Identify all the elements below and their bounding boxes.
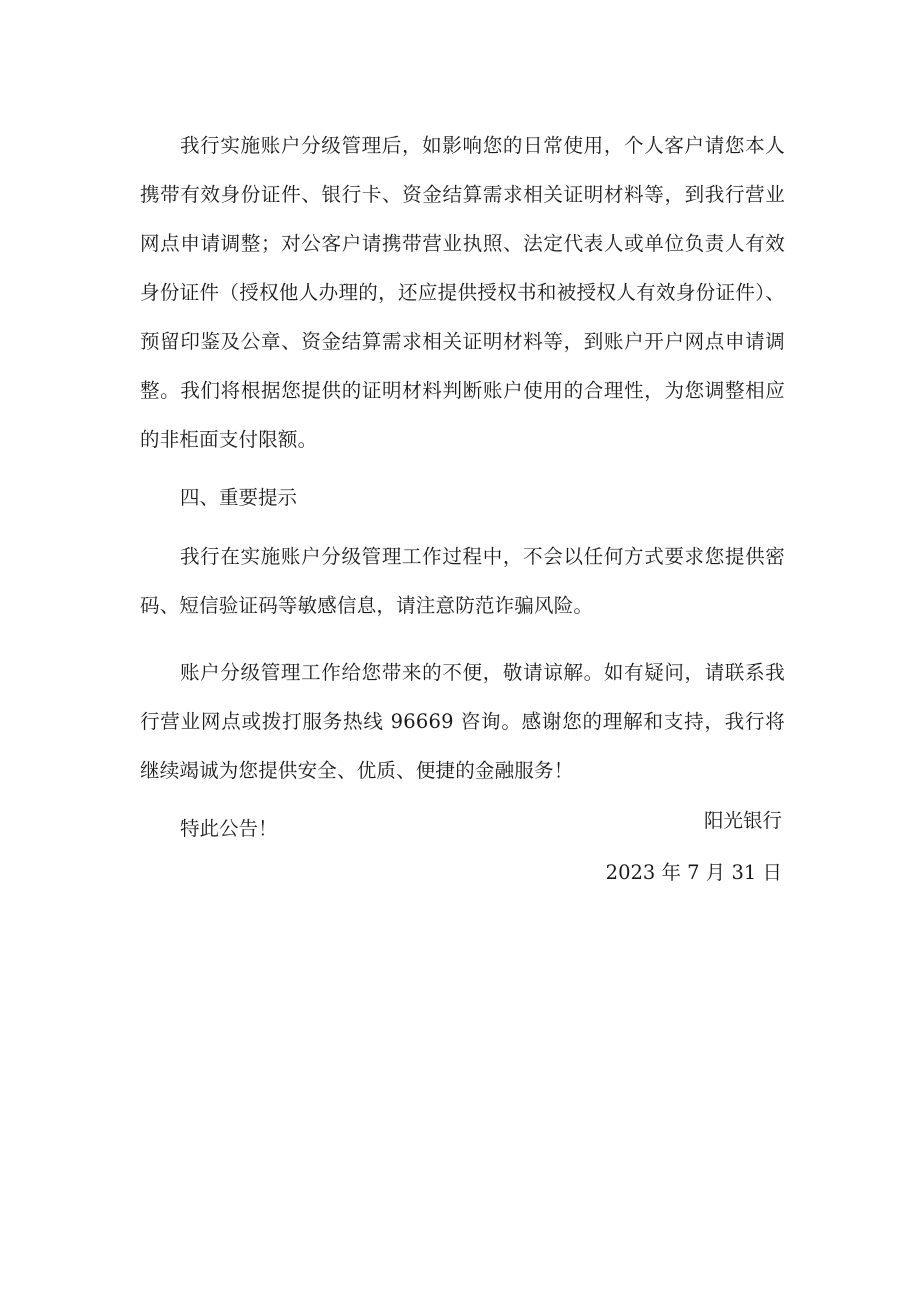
signature-organization: 阳光银行: [703, 809, 782, 832]
signature-block: [606, 805, 782, 909]
signature-date: 2023 年 7 月 31 日: [605, 861, 782, 884]
section-heading-important-tips: 四、重要提示: [180, 486, 298, 509]
closing-statement: 特此公告！: [180, 817, 278, 840]
paragraph-adjustment-procedure: 我行实施账户分级管理后，如影响您的日常使用，个人客户请您本人携带有效身份证件、银行卡、资金结算需求相关证明材料等，到我行营业网点申请调整；对公客户请携带营业执照、法定代表人或单位负责人有效身份证件（授权他人办理的，还应提供授权书和被授权人有效身份证件）、预留印鉴及公章、资金结算需求相关证明材料等，到账户开户网点申请调整。我们将根据您提供的证明材料判断账户使用的合理性，为您调整相应的非柜面支付限额。: [140, 134, 785, 451]
paragraph-apology-contact: 账户分级管理工作给您带来的不便，敬请谅解。如有疑问，请联系我行营业网点或拨打服务热线 96669 咨询。感谢您的理解和支持，我行将继续竭诚为您提供安全、优质、便捷的金融服务！: [140, 661, 785, 782]
document-body: [140, 121, 785, 863]
paragraph-fraud-warning: 我行在实施账户分级管理工作过程中，不会以任何方式要求您提供密码、短信验证码等敏感信息，请注意防范诈骗风险。: [140, 545, 785, 617]
